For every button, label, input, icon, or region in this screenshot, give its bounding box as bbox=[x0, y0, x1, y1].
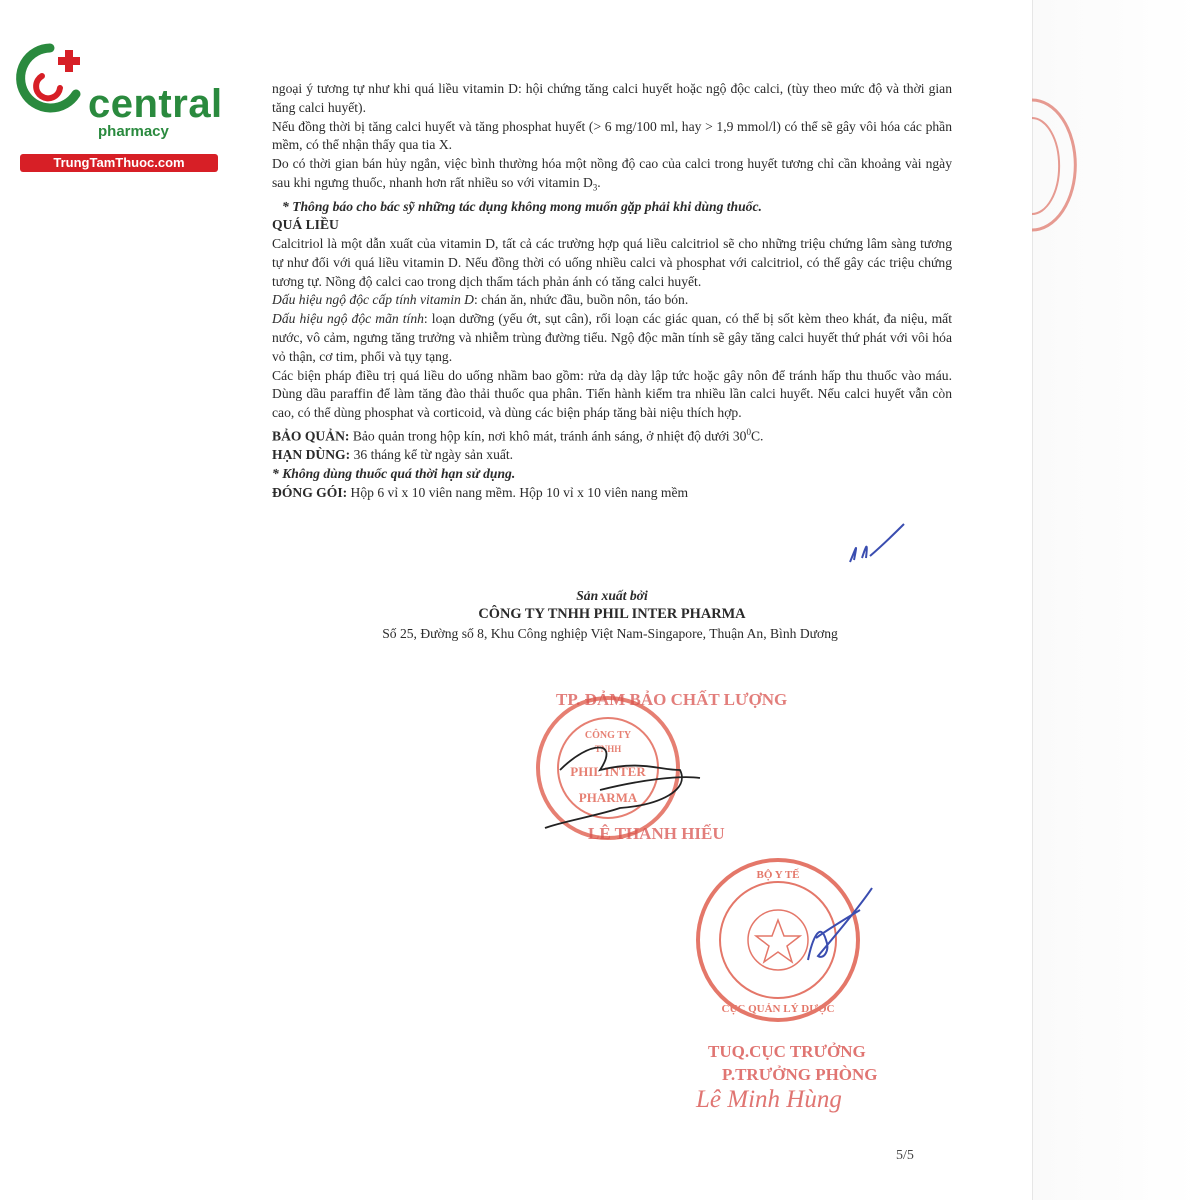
signer-name-text: Lê Minh Hùng bbox=[696, 1086, 842, 1113]
acute-label: Dấu hiệu ngộ độc cấp tính vitamin D bbox=[272, 292, 474, 308]
deputy-head-text: P.TRƯỞNG PHÒNG bbox=[722, 1065, 878, 1084]
authority-top-text: BỘ Y TẾ bbox=[756, 869, 800, 881]
chronic-text: : loạn dưỡng (yếu ớt, sụt cân), rối loạn các giác quan, có thể bị sốt kèm theo khát, đa niệu, mất nước, vô cảm, ngưng tăng trưởng và nhiễm trùng đường tiểu. Ngộ độc mãn tính sẽ gây tăng calci huyết thứ phát với vôi hóa vỏ thận, cơ tim, phổi và tụy tạng. bbox=[272, 311, 952, 364]
company-stamp-line-1: CÔNG TY bbox=[584, 730, 632, 741]
paragraph-overdose: Calcitriol là một dẫn xuất của vitamin D, tất cả các trường hợp quá liều calcitriol sẽ cho những triệu chứng lâm sàng tương tự như đối với quá liều vitamin D. Nếu đồng thời có uống nhiều calci và phosphat với calcitriol, có thể gây các triệu chứng tương tự. Nồng độ calci cao trong dịch thẩm tách phản ánh có tăng calci huyết. bbox=[272, 236, 952, 289]
made-by-label: Sản xuất bởi bbox=[576, 588, 648, 603]
storage-label: BẢO QUẢN: bbox=[272, 428, 350, 444]
vitamin-subscript: 3 bbox=[592, 182, 598, 193]
logo-sub-text: pharmacy bbox=[98, 123, 169, 140]
chronic-label: Dấu hiệu ngộ độc mãn tính bbox=[272, 311, 424, 327]
authority-bottom-text: CỤC QUẢN LÝ DƯỢC bbox=[721, 1003, 835, 1015]
notice-line: * Thông báo cho bác sỹ những tác dụng không mong muốn gặp phải khi dùng thuốc. bbox=[282, 198, 762, 214]
qa-name-text: LÊ THANH HIẾU bbox=[588, 824, 725, 843]
qa-title-text: TP. ĐẢM BẢO CHẤT LƯỢNG bbox=[556, 690, 788, 709]
paragraph-phosphat: Nếu đồng thời bị tăng calci huyết và tăng phosphat huyết (> 6 mg/100 ml, hay > 1,9 mmol/l) có thể sẽ gây vôi hóa các phần mềm, có thể nhận thấy qua tia X. bbox=[272, 118, 952, 153]
packaging-label: ĐÓNG GÓI: bbox=[272, 484, 348, 500]
company-address: Số 25, Đường số 8, Khu Công nghiệp Việt Nam-Singapore, Thuận An, Bình Dương bbox=[382, 626, 838, 641]
company-stamp-line-2: TNHH bbox=[594, 744, 622, 754]
half-life-end: . bbox=[597, 174, 601, 190]
packaging-text: Hộp 6 vỉ x 10 viên nang mềm. Hộp 10 vỉ x 10 viên nang mềm bbox=[347, 484, 689, 500]
logo-brand-text: central bbox=[88, 82, 223, 126]
expiry-warning: * Không dùng thuốc quá thời hạn sử dụng. bbox=[272, 466, 516, 482]
company-stamp-line-3: PHIL INTER bbox=[570, 764, 646, 779]
tuq-text: TUQ.CỤC TRƯỞNG bbox=[708, 1042, 866, 1061]
overdose-heading: QUÁ LIỀU bbox=[272, 217, 339, 233]
edge-stamp bbox=[1032, 100, 1075, 230]
storage-text: Bảo quản trong hộp kín, nơi khô mát, tránh ánh sáng, ở nhiệt độ dưới 30 bbox=[349, 428, 747, 444]
initials-signature bbox=[850, 524, 904, 562]
expiry-label: HẠN DÙNG: bbox=[272, 447, 351, 463]
authority-stamp bbox=[698, 860, 858, 1020]
storage-end: C. bbox=[750, 428, 764, 444]
page-number: 5/5 bbox=[896, 1148, 914, 1163]
half-life-text: Do có thời gian bán hủy ngắn, việc bình thường hóa một nồng độ cao của calci trong huyết tương chỉ cần khoảng vài ngày sau khi ngưng thuốc, nhanh hơn rất nhiều so với vitamin D bbox=[272, 156, 952, 190]
acute-text: : chán ăn, nhức đầu, buồn nôn, táo bón. bbox=[474, 292, 689, 308]
paragraph-treatment: Các biện pháp điều trị quá liều do uống nhầm bao gồm: rửa dạ dày lập tức hoặc gây nôn để tránh hấp thu thuốc vào máu. Dùng dầu paraffin để làm tăng đào thải thuốc qua phân. Tiến hành kiểm tra nhiều lần calci huyết. Nếu calci huyết vẫn còn cao, có thể dùng phosphat và corticoid, và dùng các biện pháp tăng bài niệu thích hợp. bbox=[272, 367, 952, 421]
degree-superscript: 0 bbox=[746, 427, 751, 438]
logo-site-badge: TrungTamThuoc.com bbox=[20, 154, 218, 172]
company-stamp-line-4: PHARMA bbox=[578, 790, 638, 805]
paragraph-side-effects: ngoại ý tương tự như khi quá liều vitamin D: hội chứng tăng calci huyết hoặc ngộ độc calci, (tùy theo mức độ và thời gian tăng calci huyết). bbox=[272, 81, 952, 115]
company-name: CÔNG TY TNHH PHIL INTER PHARMA bbox=[478, 606, 746, 622]
expiry-text: 36 tháng kể từ ngày sản xuất. bbox=[350, 447, 514, 463]
